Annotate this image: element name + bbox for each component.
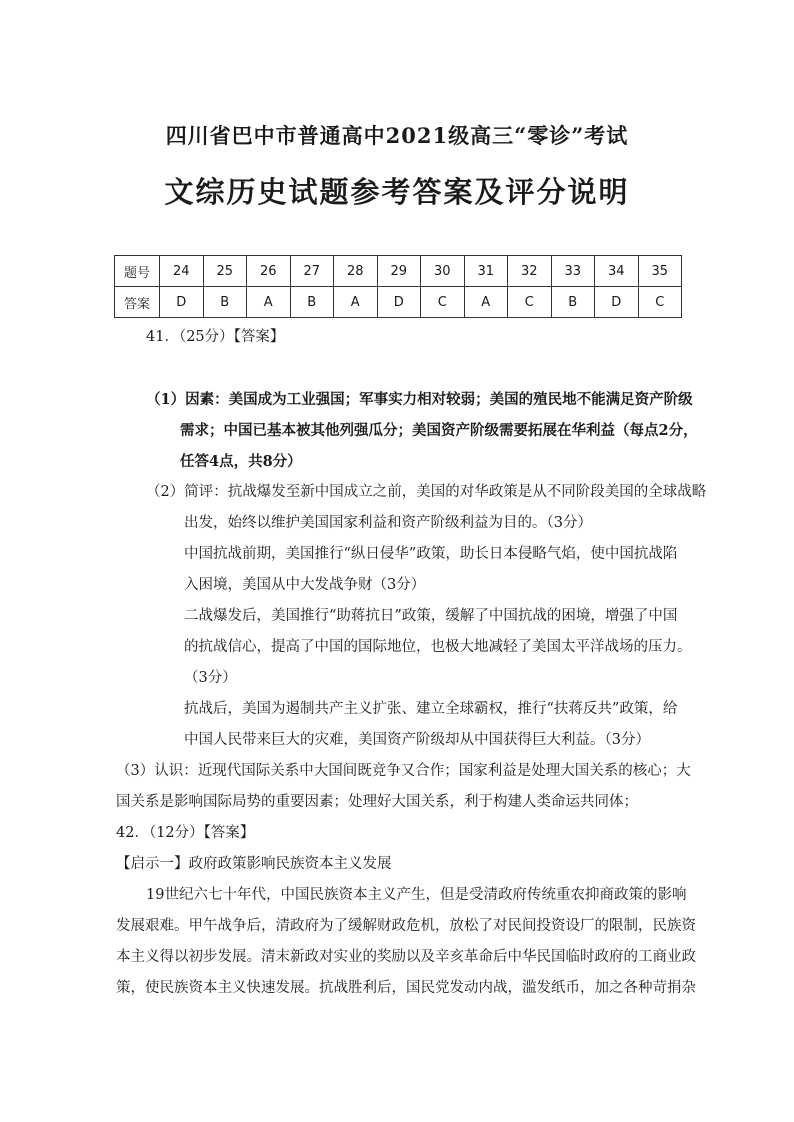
text-line: 19世纪六七十年代，中国民族资本主义产生，但是受清政府传统重农抑商政策的影响 bbox=[146, 887, 687, 903]
table-cell: D bbox=[160, 287, 204, 318]
table-cell: 29 bbox=[377, 256, 421, 287]
text-line: 发展艰难。甲午战争后，清政府为了缓解财政危机，放松了对民间投资设厂的限制，民族资 bbox=[116, 918, 696, 934]
table-cell: B bbox=[203, 287, 247, 318]
table-cell: 34 bbox=[595, 256, 639, 287]
row-label-question-number: 题号 bbox=[115, 256, 160, 287]
text-line: 需求；中国已基本被其他列强瓜分；美国资产阶级需要拓展在华利益（每点2分， bbox=[180, 422, 698, 439]
text-line: 的抗战信心，提高了中国的国际地位，也极大地减轻了美国太平洋战场的压力。 bbox=[184, 639, 692, 655]
table-cell: 28 bbox=[334, 256, 378, 287]
table-cell: D bbox=[595, 287, 639, 318]
q41-part3 bbox=[116, 756, 691, 818]
table-cell: 24 bbox=[160, 256, 204, 287]
q42-heading: 42．（12分）【答案】 bbox=[116, 825, 255, 841]
text-line: （3分） bbox=[184, 670, 237, 686]
table-cell: 33 bbox=[551, 256, 595, 287]
text-line: 策，使民族资本主义快速发展。抗战胜利后，国民党发动内战，滥发纸币，加之各种苛捐杂 bbox=[116, 980, 696, 996]
table-cell: 25 bbox=[203, 256, 247, 287]
q41-part2-cont bbox=[184, 508, 692, 756]
table-cell: A bbox=[334, 287, 378, 318]
q42-insight-heading: 【启示一】政府政策影响民族资本主义发展 bbox=[116, 856, 392, 872]
text-line: （1）因素：美国成为工业强国；军事实力相对较弱；美国的殖民地不能满足资产阶级 bbox=[146, 391, 693, 408]
table-cell: 26 bbox=[247, 256, 291, 287]
text-line: 中国人民带来巨大的灾难，美国资产阶级却从中国获得巨大利益。（3分） bbox=[184, 732, 650, 748]
text-line: 抗战后，美国为遏制共产主义扩张、建立全球霸权，推行“扶蒋反共”政策，给 bbox=[184, 701, 678, 717]
text-line: （3）认识：近现代国际关系中大国间既竞争又合作；国家利益是处理大国关系的核心；大 bbox=[116, 763, 691, 779]
table-cell: 32 bbox=[508, 256, 552, 287]
text-line: 本主义得以初步发展。清末新政对实业的奖励以及辛亥革命后中华民国临时政府的工商业政 bbox=[116, 949, 696, 965]
q41-part1 bbox=[146, 384, 693, 415]
text-line: 入困境，美国从中大发战争财（3分） bbox=[184, 577, 426, 593]
table-cell: D bbox=[377, 287, 421, 318]
table-cell: 35 bbox=[638, 256, 682, 287]
table-cell: C bbox=[421, 287, 465, 318]
table-cell: B bbox=[290, 287, 334, 318]
text-line: 任答4点，共8分） bbox=[180, 453, 302, 470]
text-line: （2）简评：抗战爆发至新中国成立之前，美国的对华政策是从不同阶段美国的全球战略 bbox=[146, 484, 707, 500]
q41-part2 bbox=[146, 477, 706, 508]
document-title: 四川省巴中市普通高中2021级高三“零诊”考试 bbox=[165, 123, 629, 148]
table-cell: 31 bbox=[464, 256, 508, 287]
text-line: 中国抗战前期，美国推行“纵日侵华”政策，助长日本侵略气焰，使中国抗战陷 bbox=[184, 546, 678, 562]
q42-body bbox=[116, 911, 696, 1004]
text-line: 国关系是影响国际局势的重要因素；处理好大国关系，利于构建人类命运共同体； bbox=[116, 794, 638, 810]
table-cell: A bbox=[247, 287, 291, 318]
table-cell: C bbox=[638, 287, 682, 318]
document-subtitle: 文综历史试题参考答案及评分说明 bbox=[164, 175, 630, 209]
table-cell: C bbox=[508, 287, 552, 318]
table-cell: 30 bbox=[421, 256, 465, 287]
answer-table bbox=[114, 255, 682, 318]
q42-body-first bbox=[146, 880, 686, 911]
q41-part1-cont bbox=[180, 415, 698, 477]
q41-heading: 41．（25分）【答案】 bbox=[146, 329, 285, 345]
table-row-answers bbox=[115, 287, 682, 318]
table-row-question-numbers bbox=[115, 256, 682, 287]
text-line: 出发，始终以维护美国国家利益和资产阶级利益为目的。（3分） bbox=[184, 515, 592, 531]
row-label-answer: 答案 bbox=[115, 287, 160, 318]
text-line: 二战爆发后，美国推行“助蒋抗日”政策，缓解了中国抗战的困境，增强了中国 bbox=[184, 608, 678, 624]
table-cell: B bbox=[551, 287, 595, 318]
table-cell: 27 bbox=[290, 256, 334, 287]
table-cell: A bbox=[464, 287, 508, 318]
